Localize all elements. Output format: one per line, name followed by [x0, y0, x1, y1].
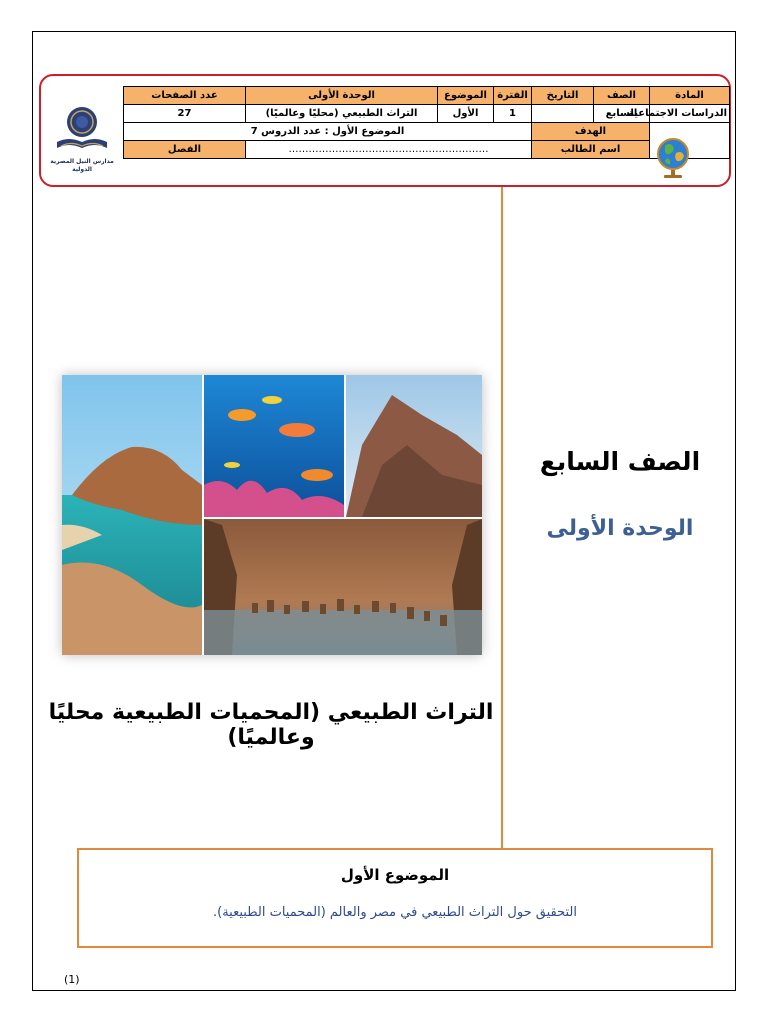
topic-value: الأول	[438, 105, 494, 123]
school-logo-caption: مدارس النيل المصرية الدولية	[50, 158, 114, 173]
subject-label: المادة	[650, 87, 730, 105]
lesson-title: التراث الطبيعي (المحميات الطبيعية محليًا وعالميًا)	[48, 700, 494, 750]
goal-text: الموضوع الأول : عدد الدروس 7	[124, 123, 532, 141]
date-label: التاريخ	[532, 87, 594, 105]
grade-title: الصف السابع	[539, 447, 701, 476]
header-table	[123, 86, 730, 159]
unit-title: الوحدة الأولى	[546, 516, 694, 541]
mountain-photo	[346, 375, 482, 517]
pages-value: 27	[124, 105, 246, 123]
pages-label: عدد الصفحات	[124, 87, 246, 105]
unit-value: التراث الطبيعي (محليًا وعالميًا)	[246, 105, 438, 123]
school-logo-icon	[45, 102, 119, 158]
globe-icon	[653, 136, 693, 180]
date-value	[532, 105, 594, 123]
grade-value: السابع	[594, 105, 650, 123]
period-label: الفترة	[494, 87, 532, 105]
class-label: الفصل	[124, 141, 246, 159]
period-value: 1	[494, 105, 532, 123]
reef-photo	[204, 375, 344, 517]
subject-value: الدراسات الاجتماعية	[650, 105, 730, 123]
photo-collage	[62, 375, 482, 655]
grade-label: الصف	[594, 87, 650, 105]
unit-label: الوحدة الأولى	[246, 87, 438, 105]
student-name-field: ……………………………………………………	[246, 141, 532, 159]
student-row	[124, 141, 730, 159]
goal-row	[124, 123, 730, 141]
topic-label: الموضوع	[438, 87, 494, 105]
coast-photo	[62, 375, 202, 655]
student-name-label: اسم الطالب	[532, 141, 650, 159]
topic-box	[77, 848, 713, 948]
header-values-row	[124, 105, 730, 123]
canyon-photo	[204, 519, 482, 655]
school-logo	[45, 102, 119, 176]
header-labels-row	[124, 87, 730, 105]
page-number: (1)	[64, 973, 80, 986]
topic-heading: الموضوع الأول	[340, 866, 450, 884]
topic-text: التحقيق حول التراث الطبيعي في مصر والعالم (المحميات الطبيعية).	[213, 905, 577, 920]
goal-label: الهدف	[532, 123, 650, 141]
